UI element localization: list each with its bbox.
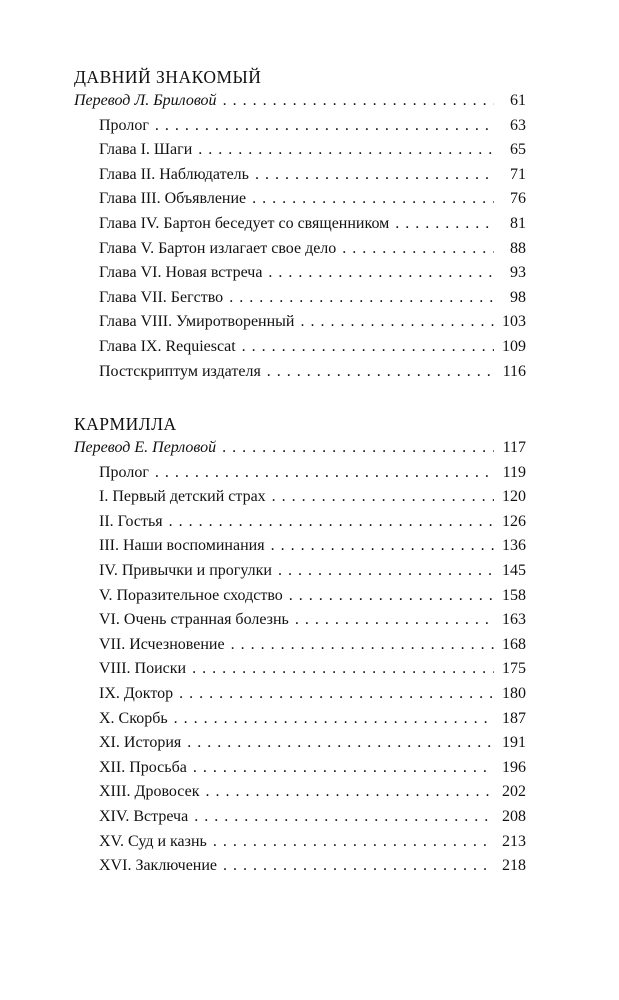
entry-label: XIV. Встреча: [99, 807, 189, 825]
page-number: 136: [502, 537, 526, 555]
toc-entry[interactable]: [74, 510, 526, 535]
leader-dots: [198, 138, 494, 163]
leader-dots: [267, 360, 494, 385]
translator-label: Перевод Е. Перловой: [74, 439, 217, 456]
leader-dots: [194, 805, 494, 830]
toc-entry[interactable]: [74, 360, 526, 385]
toc-entry[interactable]: [74, 633, 526, 658]
page-number: 119: [502, 463, 526, 481]
leader-dots: [268, 261, 494, 286]
page-number: 109: [502, 337, 526, 355]
toc-entry[interactable]: [74, 335, 526, 360]
entry-label: III. Наши воспоминания: [99, 537, 265, 555]
leader-dots: [155, 114, 494, 139]
leader-dots: [395, 212, 494, 237]
page-number: 145: [502, 561, 526, 579]
page-number: 116: [502, 362, 526, 380]
entry-label: XI. История: [99, 734, 182, 752]
page-number: 196: [502, 758, 526, 776]
leader-dots: [222, 436, 494, 461]
toc-entry[interactable]: [74, 805, 526, 830]
leader-dots: [223, 854, 494, 879]
page-number: 120: [502, 488, 526, 506]
entry-label: XVI. Заключение: [99, 857, 218, 875]
entry-label: Глава VI. Новая встреча: [99, 264, 263, 282]
toc-entry[interactable]: [74, 114, 526, 139]
entry-label: Глава IX. Requiescat: [99, 337, 236, 355]
leader-dots: [289, 584, 494, 609]
leader-dots: [252, 187, 494, 212]
entry-label: Глава V. Бартон излагает свое дело: [99, 239, 337, 257]
entry-label: Пролог: [99, 116, 149, 134]
leader-dots: [205, 780, 494, 805]
entry-label: Глава VII. Бегство: [99, 288, 224, 306]
translator-entry[interactable]: [74, 89, 526, 114]
section-title: КАРМИЛЛА: [74, 414, 177, 434]
leader-dots: [255, 163, 494, 188]
toc-entry[interactable]: [74, 138, 526, 163]
leader-dots: [192, 657, 494, 682]
toc-entry[interactable]: [74, 559, 526, 584]
toc-entry[interactable]: [74, 584, 526, 609]
translator-label: Перевод Л. Бриловой: [74, 92, 217, 109]
toc-entry[interactable]: [74, 310, 526, 335]
toc-entry[interactable]: [74, 212, 526, 237]
entry-label: VIII. Поиски: [99, 660, 187, 678]
page-number: 98: [510, 288, 526, 306]
leader-dots: [187, 731, 494, 756]
entry-label: VI. Очень странная болезнь: [99, 611, 289, 629]
leader-dots: [242, 335, 494, 360]
leader-dots: [169, 510, 494, 535]
page-number: 71: [510, 165, 526, 183]
page-number: 81: [510, 214, 526, 232]
page-number: 61: [510, 92, 526, 109]
toc-section-karmilla: [74, 412, 526, 879]
entry-label: I. Первый детский страх: [99, 488, 266, 506]
page-number: 93: [510, 264, 526, 282]
page-number: 103: [502, 313, 526, 331]
toc-entry[interactable]: [74, 237, 526, 262]
entry-label: IV. Привычки и прогулки: [99, 561, 272, 579]
leader-dots: [271, 534, 494, 559]
toc-entry[interactable]: [74, 780, 526, 805]
toc-entry[interactable]: [74, 854, 526, 879]
leader-dots: [342, 237, 494, 262]
leader-dots: [231, 633, 494, 658]
page-number: 168: [502, 635, 526, 653]
leader-dots: [278, 559, 494, 584]
leader-dots: [193, 756, 494, 781]
toc-entry[interactable]: [74, 261, 526, 286]
entry-label: Постскриптум издателя: [99, 362, 261, 380]
leader-dots: [272, 485, 494, 510]
page-number: 187: [502, 709, 526, 727]
toc-entry[interactable]: [74, 286, 526, 311]
page-number: 180: [502, 684, 526, 702]
page-number: 63: [510, 116, 526, 134]
page-number: 88: [510, 239, 526, 257]
toc-entry[interactable]: [74, 461, 526, 486]
toc-entry[interactable]: [74, 731, 526, 756]
entry-label: XII. Просьба: [99, 758, 187, 776]
entry-label: IX. Доктор: [99, 684, 174, 702]
leader-dots: [301, 310, 495, 335]
toc-entry[interactable]: [74, 707, 526, 732]
page-number: 213: [502, 832, 526, 850]
leader-dots: [223, 89, 494, 114]
leader-dots: [229, 286, 494, 311]
entry-label: Пролог: [99, 463, 149, 481]
page-number: 158: [502, 586, 526, 604]
toc-entry[interactable]: [74, 756, 526, 781]
toc-entry[interactable]: [74, 187, 526, 212]
toc-entry[interactable]: [74, 657, 526, 682]
page-number: 175: [502, 660, 526, 678]
entry-label: VII. Исчезновение: [99, 635, 225, 653]
leader-dots: [213, 830, 494, 855]
entry-label: II. Гостья: [99, 512, 163, 530]
entry-label: X. Скорбь: [99, 709, 168, 727]
entry-label: V. Поразительное сходство: [99, 586, 283, 604]
page-number: 126: [502, 512, 526, 530]
toc-entry[interactable]: [74, 485, 526, 510]
entry-label: Глава VIII. Умиротворенный: [99, 313, 295, 331]
leader-dots: [295, 608, 494, 633]
leader-dots: [174, 707, 494, 732]
translator-entry[interactable]: [74, 436, 526, 461]
toc-entry[interactable]: [74, 682, 526, 707]
page-number: 163: [502, 611, 526, 629]
entry-label: Глава IV. Бартон беседует со священником: [99, 214, 390, 232]
section-title: ДАВНИЙ ЗНАКОМЫЙ: [74, 67, 262, 87]
page-number: 76: [510, 190, 526, 208]
leader-dots: [179, 682, 494, 707]
entry-label: Глава II. Наблюдатель: [99, 165, 249, 183]
entry-label: Глава III. Объявление: [99, 190, 247, 208]
entry-label: XV. Суд и казнь: [99, 832, 207, 850]
entry-label: XIII. Дровосек: [99, 783, 200, 801]
page-number: 117: [502, 439, 526, 456]
entry-label: Глава I. Шаги: [99, 141, 193, 159]
page-number: 65: [510, 141, 526, 159]
page-number: 191: [502, 734, 526, 752]
toc-entry[interactable]: [74, 608, 526, 633]
toc-section-davniy-znakomy: [74, 65, 526, 384]
toc-entry[interactable]: [74, 830, 526, 855]
leader-dots: [155, 461, 494, 486]
page-number: 208: [502, 807, 526, 825]
page-number: 202: [502, 783, 526, 801]
page-number: 218: [502, 857, 526, 875]
toc-entry[interactable]: [74, 534, 526, 559]
toc-entry[interactable]: [74, 163, 526, 188]
